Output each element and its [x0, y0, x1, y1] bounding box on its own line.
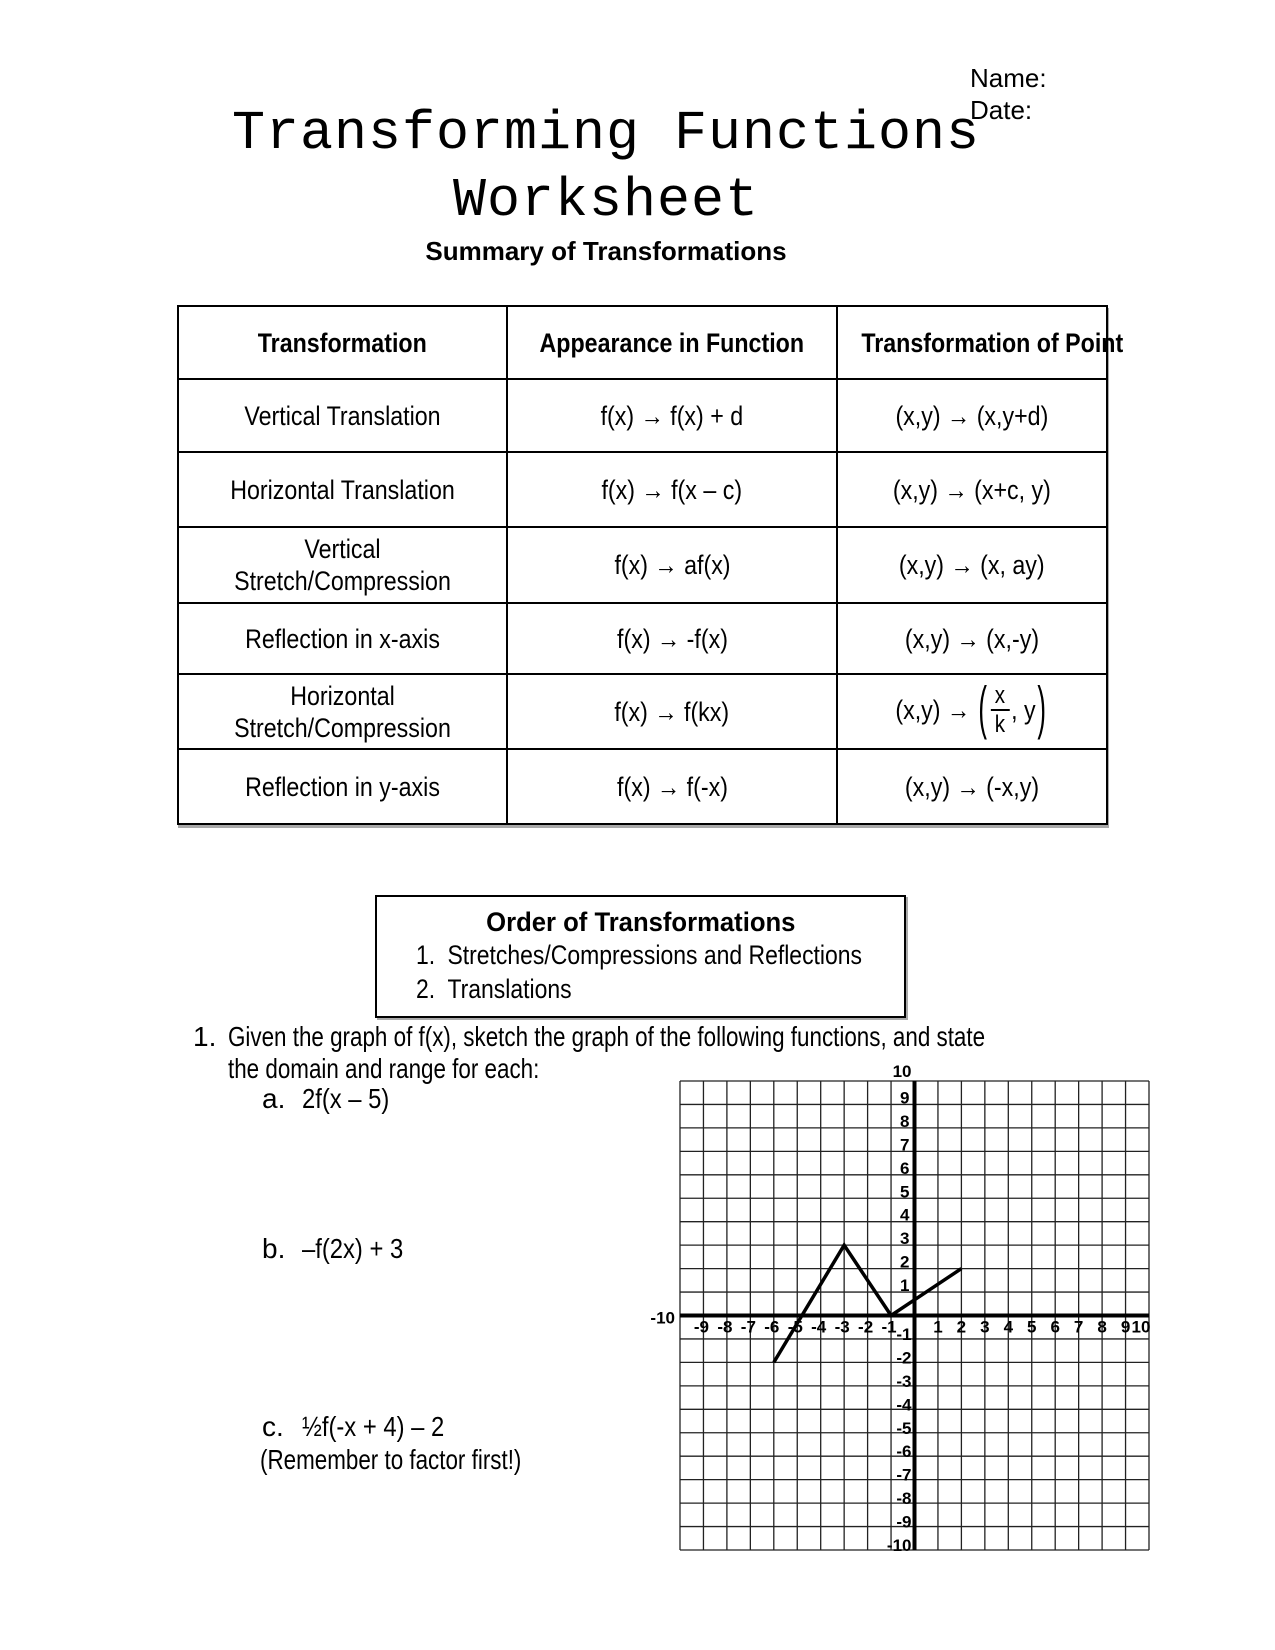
- svg-text:-4: -4: [896, 1395, 912, 1415]
- page-title-line1: Transforming Functions: [231, 102, 981, 165]
- order-box-item: [416, 972, 904, 1006]
- question-text-line2: the domain and range for each:: [228, 1053, 540, 1084]
- row-point: (x,y) → (x+c, y): [837, 452, 1107, 527]
- svg-text:1: 1: [900, 1276, 910, 1296]
- svg-text:-1: -1: [896, 1324, 912, 1344]
- row-point: (x,y) → (-x,y): [837, 749, 1107, 824]
- order-of-transformations-box: [375, 895, 906, 1018]
- header-transformation: Transformation: [178, 306, 507, 379]
- part-expression: 2f(x – 5): [302, 1083, 390, 1114]
- svg-text:8: 8: [1097, 1317, 1107, 1337]
- order-box-item: [416, 938, 904, 972]
- summary-subtitle: Summary of Transformations: [425, 236, 787, 266]
- svg-text:-6: -6: [764, 1317, 780, 1337]
- row-point-fraction: [837, 674, 1107, 749]
- row-name: Vertical Translation: [178, 379, 507, 452]
- svg-text:7: 7: [900, 1135, 910, 1155]
- point-fraction-formula: (x,y) → ( $\frac{x}{k}$ , y): [895, 676, 1047, 741]
- header-appearance: Appearance in Function: [507, 306, 837, 379]
- row-function: f(x) → f(kx): [507, 674, 837, 749]
- row-function: f(x) → af(x): [507, 527, 837, 603]
- svg-text:-9: -9: [896, 1512, 912, 1532]
- svg-text:5: 5: [1027, 1317, 1037, 1337]
- order-box-title: Order of Transformations: [485, 907, 796, 937]
- svg-text:2: 2: [900, 1252, 910, 1272]
- svg-text:-6: -6: [896, 1442, 912, 1462]
- item-number: 2.: [416, 974, 436, 1004]
- svg-text:10: 10: [892, 1062, 912, 1081]
- table-row: [178, 674, 1107, 749]
- svg-text:2: 2: [956, 1317, 967, 1337]
- part-label: b.: [262, 1233, 286, 1264]
- svg-text:-10: -10: [650, 1308, 675, 1328]
- table-row: [178, 379, 1107, 452]
- svg-text:8: 8: [900, 1111, 910, 1131]
- svg-text:3: 3: [980, 1317, 990, 1337]
- row-name: Reflection in y-axis: [178, 749, 507, 824]
- transformations-table: [177, 305, 1124, 825]
- svg-text:-5: -5: [896, 1418, 912, 1438]
- row-point: (x,y) → (x,-y): [837, 603, 1107, 674]
- open-paren: (: [978, 676, 988, 741]
- svg-text:-3: -3: [896, 1371, 912, 1391]
- svg-text:-5: -5: [787, 1317, 803, 1337]
- svg-text:-4: -4: [811, 1317, 827, 1337]
- part-c-note: (Remember to factor first!): [260, 1444, 522, 1475]
- page-title-line2: Worksheet: [452, 169, 760, 232]
- svg-text:-2: -2: [858, 1317, 874, 1337]
- svg-text:-2: -2: [896, 1348, 912, 1368]
- page-title: [0, 100, 1212, 234]
- row-function: f(x) → f(x – c): [507, 452, 837, 527]
- question-text-line1: Given the graph of f(x), sketch the graph of the following functions, and state: [228, 1021, 986, 1052]
- svg-text:10: 10: [1131, 1317, 1151, 1337]
- name-label: Name:: [970, 63, 1047, 93]
- svg-text:-8: -8: [717, 1317, 733, 1337]
- row-function: f(x) → f(-x): [507, 749, 837, 824]
- svg-text:7: 7: [1073, 1317, 1084, 1337]
- row-function: f(x) → f(x) + d: [507, 379, 837, 452]
- svg-text:4: 4: [900, 1205, 910, 1225]
- svg-text:-1: -1: [881, 1317, 897, 1337]
- table-row: [178, 749, 1107, 824]
- svg-text:9: 9: [1120, 1317, 1131, 1337]
- svg-text:3: 3: [900, 1229, 910, 1249]
- header-point: Transformation of Point: [837, 306, 1107, 379]
- svg-text:-7: -7: [896, 1465, 912, 1485]
- svg-text:6: 6: [900, 1158, 910, 1178]
- row-function: f(x) → -f(x): [507, 603, 837, 674]
- svg-text:-8: -8: [896, 1489, 912, 1509]
- part-expression: ½f(-x + 4) – 2: [302, 1411, 445, 1442]
- svg-text:9: 9: [900, 1088, 910, 1108]
- question-number: 1.: [193, 1021, 217, 1052]
- svg-text:-10: -10: [886, 1536, 912, 1555]
- svg-text:4: 4: [1003, 1317, 1014, 1337]
- row-point: (x,y) → (x,y+d): [837, 379, 1107, 452]
- close-paren: ): [1037, 676, 1047, 741]
- svg-text:6: 6: [1050, 1317, 1060, 1337]
- svg-text:5: 5: [900, 1182, 910, 1202]
- function-graph: [610, 1053, 1172, 1578]
- row-point: (x,y) → (x, ay): [837, 527, 1107, 603]
- table-row: [178, 452, 1107, 527]
- part-expression: –f(2x) + 3: [302, 1233, 404, 1264]
- svg-text:-3: -3: [834, 1317, 850, 1337]
- row-name: Reflection in x-axis: [178, 603, 507, 674]
- table-row: [178, 527, 1107, 603]
- row-name: Vertical Stretch/Compression: [178, 527, 507, 603]
- item-text: Stretches/Compressions and Reflections: [447, 940, 863, 970]
- svg-text:-9: -9: [693, 1317, 710, 1337]
- row-name: Horizontal Translation: [178, 452, 507, 527]
- part-label: c.: [262, 1411, 284, 1442]
- item-number: 1.: [416, 940, 436, 970]
- table-row: [178, 603, 1107, 674]
- item-text: Translations: [447, 974, 572, 1004]
- svg-text:-7: -7: [740, 1317, 756, 1337]
- part-label: a.: [262, 1083, 286, 1114]
- x-over-k-fraction: $\frac{x}{k}$: [991, 683, 1010, 737]
- svg-text:1: 1: [933, 1317, 943, 1337]
- date-label: Date:: [970, 95, 1033, 125]
- row-name: Horizontal Stretch/Compression: [178, 674, 507, 749]
- table-header-row: [178, 306, 1107, 379]
